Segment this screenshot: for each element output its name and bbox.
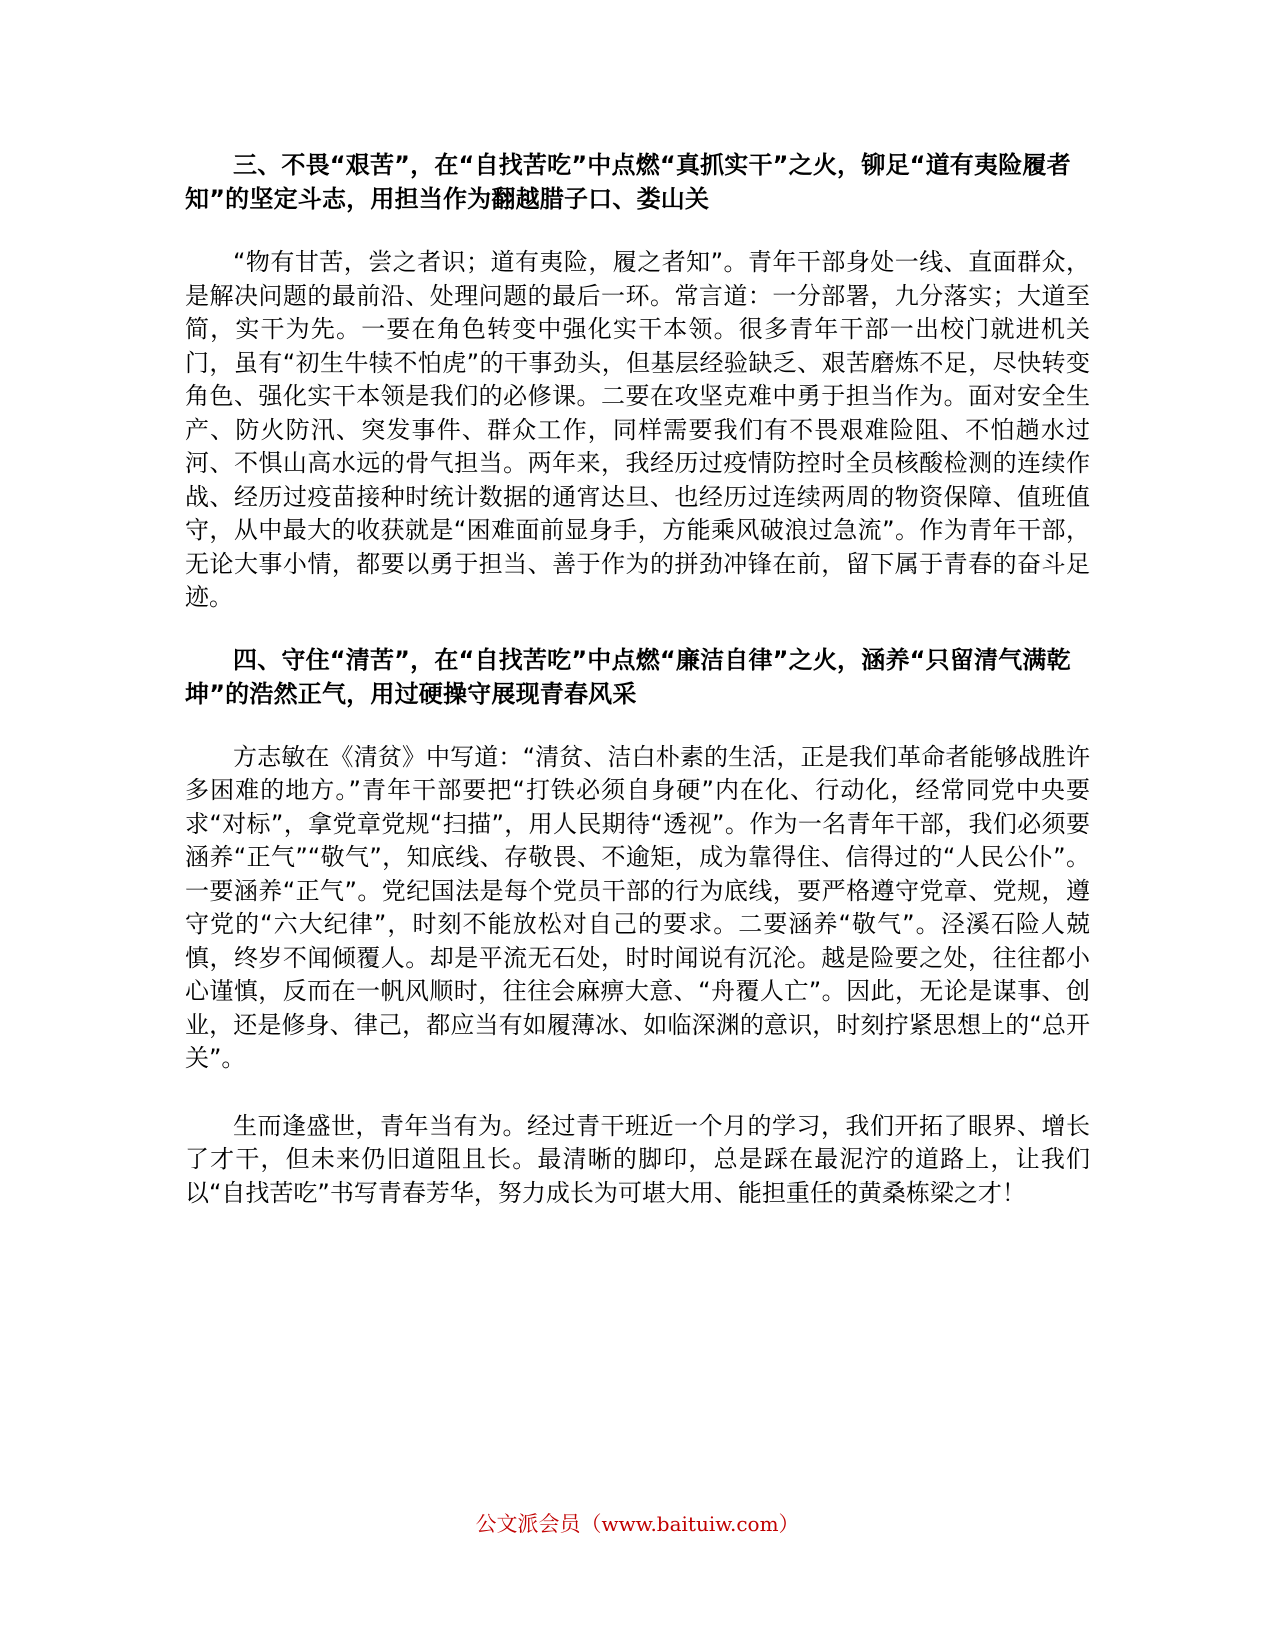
closing-paragraph: 生而逢盛世，青年当有为。经过青干班近一个月的学习，我们开拓了眼界、增长了才干，但未来仍旧道阻且长。最清晰的脚印，总是踩在最泥泞的道路上，让我们以“自找苦吃”书写青春芳华，努力成长为可堪大用、能担重任的黄桑栋梁之才！ (185, 1111, 1090, 1207)
section-4-paragraph: 方志敏在《清贫》中写道：“清贫、洁白朴素的生活，正是我们革命者能够战胜许多困难的地方。”青年干部要把“打铁必须自身硬”内在化、行动化，经常同党中央要求“对标”，拿党章党规“扫描”，用人民期待“透视”。作为一名青年干部，我们必须要涵养“正气”“敬气”，知底线、存敬畏、不逾矩，成为靠得住、信得过的“人民公仆”。一要涵养“正气”。党纪国法是每个党员干部的行为底线，要严格遵守党章、党规，遵守党的“六大纪律”，时刻不能放松对自己的要求。二要涵养“敬气”。泾溪石险人兢慎，终岁不闻倾覆人。却是平流无石处，时时闻说有沉沦。越是险要之处，往往都小心谨慎，反而在一帆风顺时，往往会麻痹大意、“舟覆人亡”。因此，无论是谋事、创业，还是修身、律己，都应当有如履薄冰、如临深渊的意识，时刻拧紧思想上的“总开关”。 (185, 742, 1090, 1072)
section-4-heading: 四、守住“清苦”，在“自找苦吃”中点燃“廉洁自律”之火，涵养“只留清气满乾坤”的浩然正气，用过硬操守展现青春风采 (185, 645, 1071, 708)
footer-label: 公文派会员（ (475, 1512, 602, 1536)
footer-watermark (0, 1510, 1275, 1538)
section-3-paragraph: “物有甘苦，尝之者识；道有夷险，履之者知”。青年干部身处一线、直面群众，是解决问题的最前沿、处理问题的最后一环。常言道：一分部署，九分落实；大道至简，实干为先。一要在角色转变中强化实干本领。很多青年干部一出校门就进机关门，虽有“初生牛犊不怕虎”的干事劲头，但基层经验缺乏、艰苦磨炼不足，尽快转变角色、强化实干本领是我们的必修课。二要在攻坚克难中勇于担当作为。面对安全生产、防火防汛、突发事件、群众工作，同样需要我们有不畏艰难险阻、不怕趟水过河、不惧山高水远的骨气担当。两年来，我经历过疫情防控时全员核酸检测的连续作战、经历过疫苗接种时统计数据的通宵达旦、也经历过连续两周的物资保障、值班值守，从中最大的收获就是“困难面前显身手，方能乘风破浪过急流”。作为青年干部，无论大事小情，都要以勇于担当、善于作为的拼劲冲锋在前，留下属于青春的奋斗足迹。 (185, 248, 1090, 611)
document-page (185, 148, 1090, 1210)
section-3-heading: 三、不畏“艰苦”，在“自找苦吃”中点燃“真抓实干”之火，铆足“道有夷险履者知”的坚定斗志，用担当作为翻越腊子口、娄山关 (185, 151, 1071, 213)
footer-close: ） (778, 1512, 800, 1536)
footer-url[interactable]: www.baituiw.com (601, 1512, 779, 1536)
